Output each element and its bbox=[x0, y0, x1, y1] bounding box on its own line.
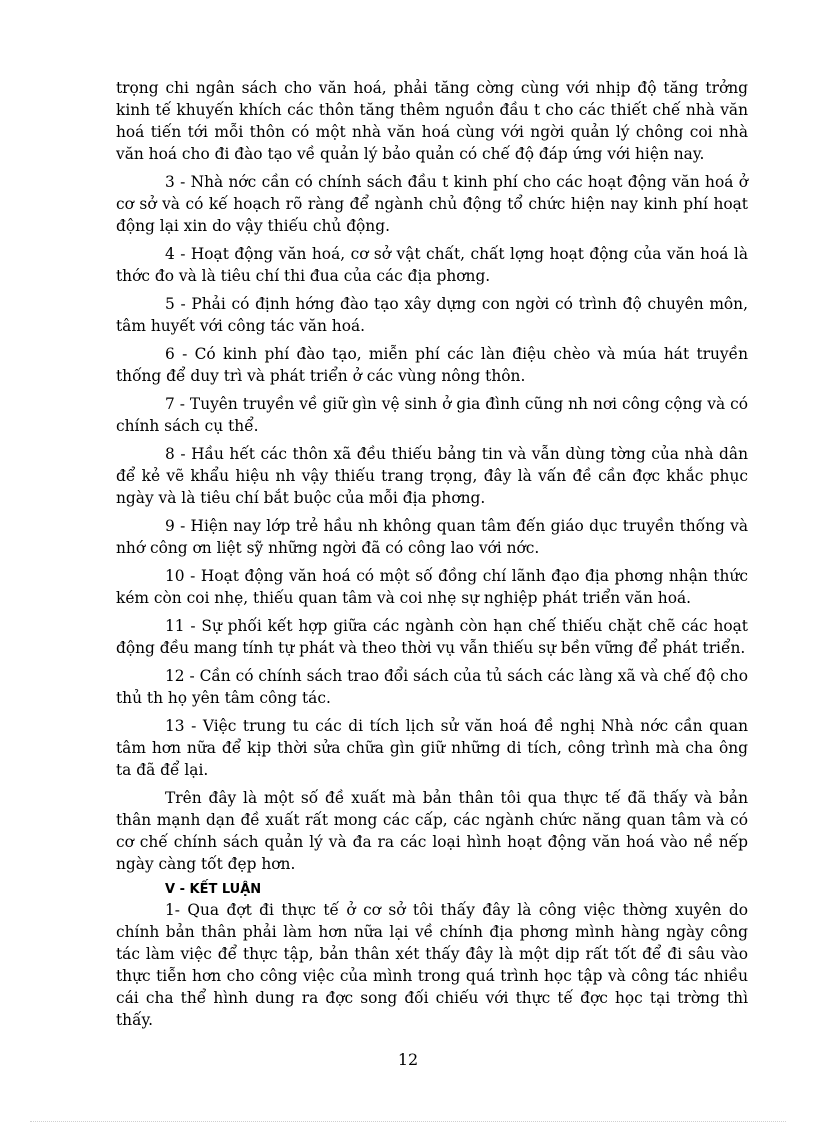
paragraph-continuation: trọng chi ngân sách cho văn hoá, phải tăng cờng cùng với nhịp độ tăng trởng kinh tế khuyến khích các thôn tăng thêm nguồn đầu t cho các thiết chế nhà văn hoá tiến tới mỗi thôn có một nhà văn hoá cùng với ngời quản lý chông coi nhà văn hoá cho đi đào tạo về quản lý bảo quản có chế độ đáp ứng với hiện nay. bbox=[116, 79, 748, 163]
paragraph-item-6: 6 - Có kinh phí đào tạo, miễn phí các làn điệu chèo và múa hát truyền thống để duy trì và phát triển ở các vùng nông thôn. bbox=[116, 345, 748, 385]
document-body bbox=[116, 77, 748, 1031]
paragraph-item-9: 9 - Hiện nay lớp trẻ hầu nh không quan tâm đến giáo dục truyền thống và nhớ công ơn liệt sỹ những ngời đã có công lao với nớc. bbox=[116, 517, 748, 557]
paragraph-item-4: 4 - Hoạt động văn hoá, cơ sở vật chất, chất lợng hoạt động của văn hoá là thớc đo và là tiêu chí thi đua của các địa phơng. bbox=[116, 245, 748, 285]
paragraph-item-13: 13 - Việc trung tu các di tích lịch sử văn hoá đề nghị Nhà nớc cần quan tâm hơn nữa để kịp thời sửa chữa gìn giữ những di tích, công trình mà cha ông ta đã để lại. bbox=[116, 717, 748, 779]
paragraph-summary: Trên đây là một số đề xuất mà bản thân tôi qua thực tế đã thấy và bản thân mạnh dạn đề xuất rất mong các cấp, các ngành chức năng quan tâm và có cơ chế chính sách quản lý và đa ra các loại hình hoạt động văn hoá vào nề nếp ngày càng tốt đẹp hơn. bbox=[116, 789, 748, 873]
paragraph-item-10: 10 - Hoạt động văn hoá có một số đồng chí lãnh đạo địa phơng nhận thức kém còn coi nhẹ, thiếu quan tâm và coi nhẹ sự nghiệp phát triển văn hoá. bbox=[116, 567, 748, 607]
page-bottom-divider bbox=[30, 1121, 786, 1122]
paragraph-item-3: 3 - Nhà nớc cần có chính sách đầu t kinh phí cho các hoạt động văn hoá ở cơ sở và có kế hoạch rõ ràng để ngành chủ động tổ chức hiện nay kinh phí hoạt động lại xin do vậy thiếu chủ động. bbox=[116, 173, 748, 235]
paragraph-item-11: 11 - Sự phối kết hợp giữa các ngành còn hạn chế thiếu chặt chẽ các hoạt động đều mang tính tự phát và theo thời vụ vẫn thiếu sự bền vững để phát triển. bbox=[116, 617, 748, 657]
paragraph-conclusion: 1- Qua đợt đi thực tế ở cơ sở tôi thấy đây là công việc thờng xuyên do chính bản thân phải làm hơn nữa lại về chính địa phơng mình hàng ngày công tác làm việc để thực tập, bản thân xét thấy đây là một dịp rất tốt để đi sâu vào thực tiễn hơn cho công việc của mình trong quá trình học tập và công tác nhiều cái cha thể hình dung ra đợc song đối chiếu với thực tế đợc học tại trờng thì thấy. bbox=[116, 901, 748, 1029]
page-number: 12 bbox=[397, 1050, 419, 1069]
paragraph-item-8: 8 - Hầu hết các thôn xã đều thiếu bảng tin và vẫn dùng tờng của nhà dân để kẻ vẽ khẩu hiệu nh vậy thiếu trang trọng, đây là vấn đề cần đợc khắc phục ngày và là tiêu chí bắt buộc của mỗi địa phơng. bbox=[116, 445, 748, 507]
paragraph-item-12: 12 - Cần có chính sách trao đổi sách của tủ sách các làng xã và chế độ cho thủ th họ yên tâm công tác. bbox=[116, 667, 748, 707]
paragraph-item-7: 7 - Tuyên truyền về giữ gìn vệ sinh ở gia đình cũng nh nơi công cộng và có chính sách cụ thể. bbox=[116, 395, 748, 435]
paragraph-item-5: 5 - Phải có định hớng đào tạo xây dựng con ngời có trình độ chuyên môn, tâm huyết với công tác văn hoá. bbox=[116, 295, 748, 335]
section-heading: V - KẾT LUẬN bbox=[165, 882, 262, 897]
